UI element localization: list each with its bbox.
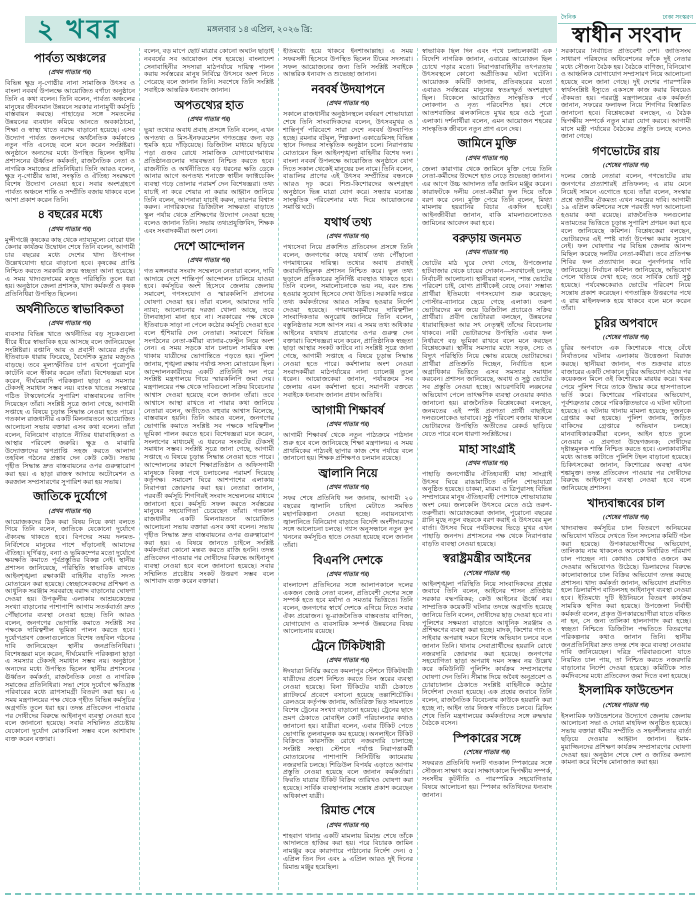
news-column [556,48,695,890]
article-body: বাংলাদেশ প্রতিদিনের সঙ্গে আলাপকালে দলের একজন জ্যেষ্ঠ নেতা বলেন, প্রতিবেশী দেশের সঙ্গে সম্পর্ক হতে হবে মর্যাদা ও সমতার ভিত্তিতে। তিনি বলেন, জনগণের স্বার্থে দেশকে এগিয়ে নিতে সবার ঐক্য প্রয়োজন। ভূ-রাজনৈতিক বাস্তবতায় বাণিজ্য, যোগাযোগ ও ব্যবসায়িক সম্পর্ক উন্নয়নের বিষয় আলোচনায় রয়েছে। [283,581,413,636]
article-body: দলের জ্যেষ্ঠ নেতারা বলেন, গণভোটের রায় জনগণের প্রত্যাশারই প্রতিফলন; এ রায় মেনে নিয়েই সামনে এগোতে হবে। তাঁরা বলেন, সংস্কার প্রশ্নে জাতীয় ঐকমত্য এখন সময়ের দাবি। আগামী ১৯ এপ্রিল কমিশনের সঙ্গে পরবর্তী দফা আলোচনা হওয়ার কথা রয়েছে। রাজনৈতিক দলগুলোর মতামতের ভিত্তিতে চূড়ান্ত সুপারিশ প্রণয়ন করা হবে বলে জানিয়েছে কমিশন। বিশ্লেষকেরা বলছেন, ভোটারদের এই স্পষ্ট বার্তা উপেক্ষা করার সুযোগ নেই। ফল ঘোষণার পর বিভিন্ন জেলায় আনন্দ মিছিল করেছে দলটির নেতা-কর্মীরা। তবে প্রতিপক্ষ শিবির ফল প্রত্যাখ্যান করে পুনর্গণনার দাবি জানিয়েছে। নির্বাচন কমিশন জানিয়েছে, অভিযোগ পেলে খতিয়ে দেখা হবে; তবে সার্বিক ভোট সুষ্ঠু হয়েছে। পর্যবেক্ষকেরাও ভোটের পরিবেশ নিয়ে সন্তোষ প্রকাশ করেছেন। গণতান্ত্রিক উত্তরণের পথে এ রায় মাইলফলক হয়ে থাকবে বলে মনে করেন তাঁরা। [561,173,691,313]
newspaper-title: স্বাধীন সংবাদ [572,23,682,47]
article-headline: রিমান্ড শেষে [321,805,375,818]
article-headline: নববর্ষ উদযাপনে [311,84,385,97]
continuation-note: (প্রথম পাতার পর) [326,821,370,829]
article-headline: বিএনপি দেশকে [313,554,383,567]
columns-container [5,48,695,890]
article-body: ইতিমধ্যে হয়ে থাকবে ইনশাআল্লাহ। এ সময় সফরসঙ্গী হিসেবে উপস্থিত ছিলেন টিমের সদস্যরা। সফল আয়োজনের জন্য তিনি সংশ্লিষ্ট সবাইকে আন্তরিক ধন্যবাদ ও শুভেচ্ছা জানান। [283,48,413,79]
article-headline: পার্বত্য অঞ্চলের [34,53,106,65]
continuation-note: (প্রথম পাতার পর) [326,570,370,578]
article-headline: স্পিকারের সঙ্গে [453,733,521,746]
continuation-note: (প্রথম পাতার পর) [326,657,370,665]
continuation-note: (শেষের পাতার পর) [602,334,650,342]
news-column [278,48,417,890]
article-headline: আগামী শিক্ষাবর্ষ [311,404,385,417]
article-body: ঈদযাত্রা নির্বিঘ্ন করতে কমলাপুর স্টেশনে টিকিটধারী যাত্রীদের প্রবেশ নিশ্চিত করতে তিন স্তরের ব্যবস্থা নেওয়া হয়েছে। বিনা টিকিটের যাত্রী ঠেকাতে প্ল্যাটফর্মে প্রবেশে বসানো হয়েছে তল্লাশিচৌকি। রেলওয়ে কর্তৃপক্ষ জানায়, অতিরিক্ত ভিড় সামলাতে বিশেষ ট্রেনের সংখ্যা বাড়ানো হয়েছে। ট্রেনের ছাদে ভ্রমণ ঠেকাতে মোবাইল কোর্ট পরিচালনার কথাও জানানো হয়। যাত্রীরা বলেন, এবার টিকিট পেতে ভোগান্তি তুলনামূলক কম হয়েছে। অনলাইনে টিকিট বিক্রিতে কারসাজি রোধে নজরদারি চালাচ্ছে সংশ্লিষ্ট সংস্থা। স্টেশনে পর্যাপ্ত নিরাপত্তাকর্মী মোতায়েনের পাশাপাশি সিসিটিভি ক্যামেরায় নজরদারি চলছে। শিডিউল বিপর্যয় এড়াতে আগাম প্রস্তুতি নেওয়া হয়েছে বলে জানান কর্মকর্তারা। ফিরতি যাত্রার টিকিট বিক্রির তারিখও ঘোষণা করা হয়েছে। সার্বিক ব্যবস্থাপনায় সন্তোষ প্রকাশ করেছেন অধিকাংশ যাত্রী। [283,668,413,800]
article-headline: চুরির অপবাদে [594,318,658,331]
article-body: খাদ্যবান্ধব কর্মসূচির চাল বিতরণে অনিয়মের অভিযোগ খতিয়ে দেখতে তিন সদস্যের কমিটি গঠন করা হয়েছে। উপকারভোগীদের অভিযোগ, তালিকায় নাম থাকলেও অনেকে নির্ধারিত পরিমাণ চাল পাচ্ছেন না। কোথাও কোথাও ওজনে কম দেওয়ার অভিযোগও উঠেছে। ডিলারদের বিরুদ্ধে কালোবাজারে চাল বিক্রির অভিযোগ তদন্ত করছে প্রশাসন। খাদ্য কর্মকর্তা জানান, অভিযোগ প্রমাণিত হলে ডিলারশিপ বাতিলসহ আইনানুগ ব্যবস্থা নেওয়া হবে। ইতিমধ্যে দুটি ইউনিয়নে বিতরণ কার্যক্রম সাময়িক স্থগিত করা হয়েছে। উপজেলা নির্বাহী কর্মকর্তা বলেন, প্রকৃত উপকারভোগীরা যাতে বঞ্চিত না হন, সে জন্য তালিকা হালনাগাদ করা হচ্ছে। স্বচ্ছতা নিশ্চিতে ডিজিটাল পদ্ধতিতে বিতরণের পরিকল্পনার কথাও জানান তিনি। স্থানীয় জনপ্রতিনিধিরা দ্রুত তদন্ত শেষ করে ব্যবস্থা নেওয়ার দাবি জানিয়েছেন। দরিদ্র পরিবারগুলো যাতে নিয়মিত চাল পায়, তা নিশ্চিত করতে নজরদারি বাড়ানোর নির্দেশ দেওয়া হয়েছে। কমিটিকে সাত কর্মদিবসের মধ্যে প্রতিবেদন জমা দিতে বলা হয়েছে। [561,525,691,680]
article-body: জেলা কারাগার থেকে জামিনে মুক্তি পেয়ে তিনি নেতা-কর্মীদের উদ্দেশে হাত নেড়ে শুভেচ্ছা জানান। এর আগে উচ্চ আদালত তাঁর জামিন মঞ্জুর করেন। কারাফটকে দলীয় নেতা-কর্মীরা ফুল দিয়ে তাঁকে বরণ করে নেন। মুক্তি পেয়ে তিনি বলেন, মিথ্যা মামলায় হয়রানির বিচার একদিন হবেই। আইনজীবীরা জানান, বাকি মামলাগুলোতেও জামিনের আবেদন করা হবে। [422,165,552,227]
continuation-note: (শেষের পাতার পর) [602,701,650,709]
article-headline: জ্বালানি নিয়ে [318,468,378,481]
bottom-rule [5,893,695,895]
continuation-note: (প্রথম পাতার পর) [326,420,370,428]
article-headline: খাদ্যবান্ধবের চাল [587,497,665,510]
header-band [25,16,557,43]
article-body: বলেন, বড় মাপে ছোট মাত্রার কোনো অঘটন ছাড়াই নববর্ষের সব আয়োজন শেষ হয়েছে। বাংলাদেশ সেনাবাহিনীর সদস্যরা মাঠপর্যায়ে দায়িত্ব পালন করায় সর্বস্তরের মানুষ নির্বিঘ্নে উৎসবে অংশ নিতে পেরেছে বলে জানান তিনি। সবশেষে তিনি সংশ্লিষ্ট সবাইকে আন্তরিক ধন্যবাদ জানান। [144,48,274,94]
article-body: সরকারের নির্বাচিত প্রতিবেশী দেশ। জাতিসংঘ সাধারণ পরিষদের অধিবেশনের ফাঁকে দুই নেতার মধ্যে সৌজন্য বৈঠক হয়। বৈঠকে বাণিজ্য, বিনিয়োগ ও আঞ্চলিক যোগাযোগ সম্প্রসারণ নিয়ে আলোচনা হয়েছে বলে জানা গেছে। দুই দেশের পারস্পরিক স্বার্থসংশ্লিষ্ট ইস্যুতে একসঙ্গে কাজ করার বিষয়েও ঐকমত্য হয়। পররাষ্ট্র মন্ত্রণালয়ের এক কর্মকর্তা জানান, সফরের ফলাফল নিয়ে শিগগির বিস্তারিত জানানো হবে। বিশ্লেষকেরা বলছেন, এ বৈঠক দ্বিপক্ষীয় সম্পর্কে নতুন মাত্রা যোগ করবে। আগামী মাসে মন্ত্রী পর্যায়ের বৈঠকের প্রস্তুতি চলছে বলেও জানা গেছে। [561,48,691,141]
article-headline: ৪ বছরের মধ্যে [37,209,103,222]
article-body: সফর শেষে প্রতিনিধি দল জানায়, আগামী ২০ বছরের জ্বালানি চাহিদা মেটাতে সমন্বিত মহাপরিকল্পনা নেওয়া হচ্ছে। নবায়নযোগ্য জ্বালানিতে বিনিয়োগ বাড়াতে বিদেশি অংশীদারদের সঙ্গে আলোচনা চলছে। গ্যাস অনুসন্ধানে নতুন কূপ খননের কর্মসূচিও হাতে নেওয়া হয়েছে বলে জানান তাঁরা। [283,495,413,549]
continuation-note: (প্রথম পাতার পর) [465,459,509,467]
continuation-note: (শেষের পাতার পর) [602,162,650,170]
continuation-note: (প্রথম পাতার পর) [48,507,92,515]
article-headline: অর্থনীতিতে স্বাভাবিকতা [16,303,124,316]
news-column [139,48,278,890]
continuation-note: (প্রথম পাতার পর) [465,154,509,162]
article-body: ব্যবসার বিভিন্ন খাতে অর্থনীতির বড় সূচকগুলো ধীরে ধীরে স্বাভাবিক হয়ে আসছে বলে জানিয়েছেন সংশ্লিষ্টরা। রপ্তানি আয় ও প্রবাসী আয়ের প্রবৃদ্ধি ইতিবাচক ধারায় ফিরেছে, বৈদেশিক মুদ্রার মজুতও বাড়ছে। তবে মূল্যস্ফীতির চাপ এখনো পুরোপুরি কাটেনি বলে স্বীকার করেন তাঁরা। বিশেষজ্ঞরা মনে করেন, দীর্ঘমেয়াদি পরিকল্পনা ছাড়া এ সমস্যার টেকসই সমাধান সম্ভব নয়। ব্যাংক খাতের সংস্কারে গঠিত টাস্কফোর্সের সুপারিশ বাস্তবায়নের তাগিদ দিয়েছেন তাঁরা। সংশ্লিষ্ট সূত্রে জানা গেছে, আগামী সপ্তাহে এ বিষয়ে চূড়ান্ত সিদ্ধান্ত নেওয়া হতে পারে। গতকাল রাজধানীর একটি মিলনায়তনে আয়োজিত আলোচনা সভায় বক্তারা এসব কথা বলেন। তাঁরা বলেন, বিনিয়োগ বাড়াতে নীতির ধারাবাহিকতা ও আস্থার পরিবেশ জরুরি। ক্ষুদ্র ও মাঝারি উদ্যোক্তাদের ঋণপ্রাপ্তি সহজ করতে আলাদা তহবিল গঠনের প্রস্তাব দেন কেউ কেউ। সভায় গৃহীত সিদ্ধান্ত দ্রুত বাস্তবায়নের ওপর গুরুত্বারোপ করা হয়। এ ছাড়া রাজস্ব আদায়ে অটোমেশন ও করজাল সম্প্রসারণের সুপারিশ করা হয় সভায়। [5,331,135,486]
article-body: ভোটের মাঠ ঘুরে দেখা গেছে, উপজেলার হাটবাজার থেকে চায়ের দোকান—সবখানেই চলছে নির্বাচনী আলোচনা। স্থানীয়রা বলেন, ‘শান্ত ভোটের পরিবেশ চাই, যোগ্য প্রার্থীকেই বেছে নেব।’ সম্ভাব্য প্রার্থীরা ইতিমধ্যে গণসংযোগ শুরু করেছেন; পোস্টার-ব্যানারে ছেয়ে গেছে এলাকা। তরুণ ভোটারদের মন জয়ে ডিজিটাল প্রচারেও সক্রিয় প্রার্থীরা। প্রবীণ ভোটাররা বলছেন, উন্নয়নের ধারাবাহিকতা আর সৎ নেতৃত্বই তাঁদের বিবেচনায় থাকবে। নারী ভোটারদের উপস্থিতি এবার ফল নির্ধারণে বড় ভূমিকা রাখবে বলে মনে করছেন বিশ্লেষকেরা। স্থানীয় সমস্যার মধ্যে সড়ক, সেচ ও বিদ্যুৎ পরিস্থিতি নিয়ে ক্ষোভ রয়েছে ভোটারদের। প্রার্থীরা প্রতিশ্রুতি দিচ্ছেন, নির্বাচিত হলে অগ্রাধিকার ভিত্তিতে এসব সমস্যার সমাধান করবেন। প্রশাসন জানিয়েছে, অবাধ ও সুষ্ঠু ভোটের সব প্রস্তুতি নেওয়া হচ্ছে। আচরণবিধি লঙ্ঘনের অভিযোগ পেলে তাৎক্ষণিক ব্যবস্থা নেওয়ার কথাও জানানো হয়। রাজনৈতিক বিশ্লেষকেরা বলছেন, জনমতের এই স্পষ্ট প্রবণতা প্রার্থী বাছাইয়ে দলগুলোকেও ভাবাবে। সুষ্ঠু পরিবেশ বজায় থাকলে ভোটারদের উপস্থিতি অতীতের রেকর্ড ছাড়িয়ে যেতে পারে বলে ধারণা সংশ্লিষ্টদের। [422,259,552,438]
masthead-daily-label: দৈনিক [561,15,577,21]
masthead [558,12,696,46]
continuation-note: (প্রথম পাতার পর) [48,69,92,77]
continuation-note: (প্রথম পাতার পর) [48,320,92,328]
article-body: চুরির অপবাদে এক কিশোরকে গাছে বেঁধে নির্যাতনের ঘটনায় এলাকায় উত্তেজনা বিরাজ করছে। স্থানীয়রা জানান, গত শুক্রবার রাতে বাজারের একটি দোকানে চুরির অভিযোগ ওঠার পর কয়েকজন মিলে ওই কিশোরকে মারধর করে। খবর পেয়ে পুলিশ গিয়ে তাকে উদ্ধার করে হাসপাতালে ভর্তি করে। কিশোরের পরিবারের অভিযোগ, পূর্বশত্রুতার জেরে পরিকল্পিতভাবে এ ঘটনা ঘটানো হয়েছে। এ ঘটনায় থানায় মামলা হয়েছে; দুজনকে গ্রেপ্তার করা হয়েছে। পুলিশ জানায়, জড়িত বাকিদের গ্রেপ্তারে অভিযান চলছে। মানবাধিকারকর্মীরা বলেন, আইন হাতে তুলে নেওয়ার এ প্রবণতা উদ্বেগজনক; দোষীদের দৃষ্টান্তমূলক শাস্তি নিশ্চিত করতে হবে। এলাকাবাসীর মধ্যে আতঙ্ক কাটাতে পুলিশি টহল বাড়ানো হয়েছে। চিকিৎসকেরা জানান, কিশোরের অবস্থা এখন শঙ্কামুক্ত। তদন্ত প্রতিবেদন পাওয়ার পর দোষীদের বিরুদ্ধে আইনানুগ ব্যবস্থা নেওয়া হবে বলে জানিয়েছে প্রশাসন। [561,345,691,493]
article-headline: জাতিকে দুর্যোগে [33,491,107,504]
continuation-note: (প্রথম পাতার পর) [326,484,370,492]
article-body: স্বাভাবিক ছিল দিন এবং পথে চলাচলকারী এক বিদেশি নাগরিক জানান, এবারের আয়োজন ছিল চোখে পড়ার মতো। নিরাপত্তাবাহিনীর তৎপরতায় উৎসবস্থলে কোনো অপ্রীতিকর ঘটনা ঘটেনি। আয়োজক কমিটি জানায়, প্রতিবছরের মতো এবারও সর্বস্তরের মানুষের স্বতঃস্ফূর্ত অংশগ্রহণ ছিল। বিকেলে আয়োজিত সাংস্কৃতিক পর্বে লোকগান ও নৃত্য পরিবেশিত হয়। শেষে আতশবাজির ঝলকানিতে মুখর হয়ে ওঠে পুরো এলাকা। দর্শনার্থীরা বলেন, এমন আয়োজন শহরের সাংস্কৃতিক জীবনে নতুন প্রাণ এনে দেয়। [422,48,552,133]
article-headline: মাহা সাংগ্রাই [459,443,515,456]
article-body: সফররত প্রতিনিধি দলটি গতকাল স্পিকারের সঙ্গে সৌজন্য সাক্ষাৎ করে। সাক্ষাৎকালে দ্বিপক্ষীয় সম্পর্ক, সংসদীয় কূটনীতি ও পারস্পরিক সহযোগিতার বিষয়ে আলোচনা হয়। স্পিকার অতিথিদের ধন্যবাদ জানান। [422,760,552,799]
article-headline: যথার্থ তথ্য [324,217,372,230]
article-body: গত মঙ্গলবার সংবাদ সম্মেলনে নেতারা বলেন, দাবি আদায়ে দেশে শান্তিপূর্ণ আন্দোলন চালিয়ে যাওয়া হবে। কর্মসূচির অংশ হিসেবে জেলায় জেলায় সমাবেশ, গণসংযোগ ও স্মারকলিপি প্রদানের ঘোষণা দেওয়া হয়। তাঁরা বলেন, আমাদের দাবি ন্যায্য; আলোচনার দরজা খোলা আছে, তবে টালবাহানা মানা হবে না। সরকারের পক্ষ থেকে ইতিবাচক সাড়া না পেলে কঠোর কর্মসূচি দেওয়া হবে বলে হুঁশিয়ারি দেন নেতারা। সমাবেশে বিভিন্ন সংগঠনের নেতা-কর্মীরা ব্যানার-ফেস্টুন নিয়ে অংশ নেন। এ সময় সড়কে যান চলাচল সাময়িক বন্ধ থাকায় যাত্রীদের ভোগান্তিতে পড়তে হয়। পুলিশ জানায়, শৃঙ্খলা রক্ষায় পর্যাপ্ত সদস্য মোতায়েন ছিল। আন্দোলনকারীদের একটি প্রতিনিধি দল পরে সংশ্লিষ্ট মন্ত্রণালয়ে গিয়ে স্মারকলিপি জমা দেয়। মন্ত্রণালয়ের পক্ষ থেকে দাবিগুলো সক্রিয় বিবেচনার আশ্বাস দেওয়া হয়েছে বলে জানান তাঁরা। তবে আশ্বাসে আস্থা রাখতে না পারার কথা জানিয়ে নেতারা বলেন, অতীতেও বহুবার আশ্বাস মিলেছে, বাস্তবায়ন হয়নি। তিনি আরও বলেন, জনগণের ভোগান্তি কমাতে সংশ্লিষ্ট সব পক্ষকে দায়িত্বশীল ভূমিকা পালন করতে হবে। বিশেষজ্ঞরা মনে করেন, সংলাপের মাধ্যমেই এ ধরনের সংকটের টেকসই সমাধান সম্ভব। সংশ্লিষ্ট সূত্রে জানা গেছে, আগামী সপ্তাহে এ বিষয়ে চূড়ান্ত সিদ্ধান্ত নেওয়া হতে পারে। আন্দোলনের কারণে শিক্ষাপ্রতিষ্ঠান ও অফিসগামী মানুষকে বিকল্প পথে চলাচলের পরামর্শ দিয়েছে কর্তৃপক্ষ। সমাবেশ ঘিরে আশপাশের এলাকায় নিরাপত্তা জোরদার করা হয়। নেতারা জানান, পরবর্তী কর্মসূচি শিগগিরই সংবাদ সম্মেলনের মাধ্যমে জানানো হবে। কর্মসূচি সফল করতে সর্বস্তরের মানুষের সহযোগিতা চেয়েছেন তাঁরা। গতকাল রাজধানীর একটি মিলনায়তনে আয়োজিত আলোচনা সভায় বক্তারা এসব কথা বলেন। সভায় গৃহীত সিদ্ধান্ত দ্রুত বাস্তবায়নের ওপর গুরুত্বারোপ করা হয়। এ বিষয়ে জানতে চাইলে সংশ্লিষ্ট কর্মকর্তারা কোনো মন্তব্য করতে রাজি হননি। তদন্ত প্রতিবেদন পাওয়ার পর দোষীদের বিরুদ্ধে আইনানুগ ব্যবস্থা নেওয়া হবে বলে জানানো হয়েছে। সবার সম্মিলিত প্রচেষ্টায় সংকট উত্তরণ সম্ভব বলে আশাবাদ ব্যক্ত করেন বক্তারা। [144,267,274,586]
article-headline: গণভোটের রায় [592,146,660,159]
article-headline: স্বরাষ্ট্রমন্ত্রীর আইনের [442,553,532,566]
continuation-note: (প্রথম পাতার পর) [326,100,370,108]
article-body: আইনশৃঙ্খলা পরিস্থিতি নিয়ে সাংবাদিকদের প্রশ্নের জবাবে তিনি বলেন, আইনের শাসন প্রতিষ্ঠায় সরকার বদ্ধপরিকর; কেউ আইনের ঊর্ধ্বে নয়। সাম্প্রতিক কয়েকটি ঘটনার তদন্তে অগ্রগতি হয়েছে জানিয়ে তিনি বলেন, দোষীদের ছাড় দেওয়া হবে না। পুলিশের সক্ষমতা বাড়াতে আধুনিক সরঞ্জাম ও প্রশিক্ষণের ব্যবস্থা করা হচ্ছে। মাদক, কিশোর গ্যাং ও সাইবার অপরাধ দমনে বিশেষ অভিযান চলবে বলে জানান তিনি। থানায় সেবাপ্রার্থীদের হয়রানি রোধে নজরদারি জোরদার করা হয়েছে। জনগণের সহযোগিতা ছাড়া অপরাধ দমন সম্ভব নয় উল্লেখ করে কমিউনিটি পুলিশিং কার্যক্রম সম্প্রসারণের ঘোষণা দেন তিনি। সীমান্ত দিয়ে অবৈধ অনুপ্রবেশ ও চোরাচালান ঠেকাতে সংশ্লিষ্ট বাহিনীকে কঠোর নির্দেশনা দেওয়া হয়েছে। এক প্রশ্নের জবাবে তিনি বলেন, রাজনৈতিক বিবেচনায় কাউকে হয়রানি করা হচ্ছে না; আইন তার নিজস্ব গতিতে চলবে। ব্রিফিং শেষে তিনি মন্ত্রণালয়ের কর্মকর্তাদের সঙ্গে রুদ্ধদ্বার বৈঠকে বসেন। [422,580,552,728]
article-body: সকালে রাজধানীর অনুষ্ঠানস্থলে বর্ষবরণ শোভাযাত্রা শেষে তিনি সাংবাদিকদের বলেন, উৎসবমুখর ও শান্তিপূর্ণ পরিবেশে সারা দেশে নববর্ষ উদযাপিত হচ্ছে। রমনার বটমূল, শিল্পকলা একাডেমিসহ বিভিন্ন স্থানে দিনভর সাংস্কৃতিক অনুষ্ঠান চলে। নিরাপত্তায় মোতায়েন ছিল আইনশৃঙ্খলা বাহিনীর বিশেষ দল। বাংলা নববর্ষ উপলক্ষে আয়োজিত অনুষ্ঠানে যোগ দিতে সকাল থেকেই মানুষের ঢল নামে। তিনি বলেন, বাঙালির প্রাণের এই উৎসব সম্প্রীতির বন্ধনকে আরও দৃঢ় করে। শিশু-কিশোরদের অংশগ্রহণ অনুষ্ঠানে ভিন্ন মাত্রা যোগ করে। সন্ধ্যায় মনোজ্ঞ সাংস্কৃতিক পরিবেশনার মধ্য দিয়ে আয়োজনের সমাপ্তি ঘটে। [283,111,413,212]
article-headline: অপতথ্যের হাত [174,99,244,112]
article-body: আয়োজকদের ঠিক করা বিষয় নিয়ে কথা বলতে গিয়ে তিনি বলেন, জাতিকে যেকোনো দুর্যোগে ঐক্যবদ্ধ থাকতে হবে। বিপদের সময় দলমত-নির্বিশেষে মানুষের পাশে দাঁড়ানোই আমাদের ঐতিহ্য। ঘূর্ণিঝড়, বন্যা ও ভূমিকম্পের মতো দুর্যোগে ক্ষয়ক্ষতি কমাতে পূর্বপ্রস্তুতির বিকল্প নেই। স্থানীয় প্রশাসন জানিয়েছে, পরিস্থিতি স্বাভাবিক রাখতে আইনশৃঙ্খলা রক্ষাকারী বাহিনীর বাড়তি সদস্য মোতায়েন করা হয়েছে। স্বেচ্ছাসেবকদের প্রশিক্ষণ ও আধুনিক সরঞ্জাম সরবরাহে বরাদ্দ বাড়ানোর ঘোষণা দেওয়া হয়। উপকূলীয় এলাকায় আশ্রয়কেন্দ্রের সংখ্যা বাড়ানোর পাশাপাশি আগাম সতর্কবার্তা দ্রুত পৌঁছানোর ব্যবস্থা নেওয়া হচ্ছে। তিনি আরও বলেন, জনগণের ভোগান্তি কমাতে সংশ্লিষ্ট সব পক্ষকে দায়িত্বশীল ভূমিকা পালন করতে হবে। দুর্যোগপ্রবণ জেলাগুলোতে বিশেষ তহবিল গঠনের দাবি জানিয়েছেন স্থানীয় জনপ্রতিনিধিরা। বিশেষজ্ঞরা মনে করেন, দীর্ঘমেয়াদি পরিকল্পনা ছাড়া এ সমস্যার টেকসই সমাধান সম্ভব নয়। অনুষ্ঠানে অন্যদের মধ্যে উপস্থিত ছিলেন স্থানীয় প্রশাসনের ঊর্ধ্বতন কর্মকর্তা, রাজনৈতিক নেতা ও নাগরিক সমাজের প্রতিনিধিরা। সভা শেষে দুর্যোগে ক্ষতিগ্রস্ত পরিবারের মধ্যে ত্রাণসামগ্রী বিতরণ করা হয়। এ সময় মন্ত্রণালয়ের পক্ষ থেকে গৃহীত বিভিন্ন কর্মসূচির অগ্রগতি তুলে ধরা হয়। তদন্ত প্রতিবেদন পাওয়ার পর দোষীদের বিরুদ্ধে আইনানুগ ব্যবস্থা নেওয়া হবে বলে জানানো হয়েছে। সবার সম্মিলিত প্রচেষ্টায় যেকোনো দুর্যোগ মোকাবিলা সম্ভব বলে আশাবাদ ব্যক্ত করেন বক্তারা। [5,518,135,743]
article-headline: ইসলামিক ফাউন্ডেশন [578,685,674,698]
masthead-edition-label: ঢাকা সংস্করণ [662,15,693,21]
article-body: আগামী শিক্ষাবর্ষ থেকে নতুন পাঠ্যক্রমে পাঠদান শুরু হবে বলে জানিয়েছে শিক্ষা মন্ত্রণালয়। এ সময় প্রাথমিকের পাঠ্যবই ছাপার কাজ শেষ পর্যায়ে বলে জানানো হয়। শিক্ষক প্রশিক্ষণও চলমান রয়েছে। [283,431,413,463]
continuation-note: (প্রথম পাতার পর) [465,248,509,256]
article-body: ভুয়া তথ্যের অবাধ প্রবাহ প্রসঙ্গে তিনি বলেন, এখন অপতথ্য ও মিস-ইনফরমেশন গণতন্ত্রের জন্য বড় হুমকি হয়ে দাঁড়িয়েছে। ডিজিটাল মাধ্যমে ছড়িয়ে পড়া গুজব রোধে সামাজিক যোগাযোগমাধ্যম প্রতিষ্ঠানগুলোর দায়বদ্ধতা নিশ্চিত করতে হবে। রাজনীতি ও অর্থনীতিতে বড় ধরনের ক্ষতি ডেকে আনার আগে অপতথ্য শনাক্তে স্বাধীন ফ্যাক্টচেকিং ব্যবস্থা গড়ে তোলার পরামর্শ দেন বিশেষজ্ঞরা। তথ্য যাচাই না করে শেয়ার না করার আহ্বান জানিয়ে তিনি বলেন, আপনারা যাচাই করুন, তারপর বিশ্বাস করুন। নাগরিকদের ডিজিটাল সাক্ষরতা বাড়াতে স্কুল পর্যায় থেকে প্রশিক্ষণের উদ্যোগ নেওয়া হচ্ছে বলেও জানান তিনি। সভায় তথ্যপ্রযুক্তিবিদ, শিক্ষক এবং সংবাদকর্মীরা অংশ নেন। [144,126,274,235]
article-body: মুন্সীগঞ্জে কৃষকের কাছ থেকে ন্যায্যমূল্যে বোরো ধান কেনার কার্যক্রম উদ্বোধন শেষে তিনি বলেন, আগামী চার বছরের মধ্যে দেশের খাদ্য উৎপাদন উল্লেখযোগ্য হারে বাড়ানো হবে। কৃষকের প্রাপ্তি নিশ্চিত করতে সরকারি ক্রয়ে স্বচ্ছতা আনা হয়েছে। এ সময় খাদ্যগুদামের মজুত পরিস্থিতি তুলে ধরা হয়। অনুষ্ঠানে জেলা প্রশাসক, খাদ্য কর্মকর্তা ও কৃষক প্রতিনিধিরা উপস্থিত ছিলেন। [5,236,135,299]
continuation-note: (শেষের পাতার পর) [463,749,511,757]
article-headline: দেশে আন্দোলন [173,240,245,253]
page-number-label: ২ খবর [37,14,122,44]
continuation-note: (শেষের পাতার পর) [602,514,650,522]
article-body: ইসলামিক ফাউন্ডেশনের উদ্যোগে জেলায় জেলায় আলোচনা সভা ও দোয়া মাহফিল অনুষ্ঠিত হয়েছে। সভায় বক্তারা ধর্মীয় সম্প্রীতি ও সহনশীলতার বার্তা ছড়িয়ে দেওয়ার আহ্বান জানান। ইমাম-মুয়াজ্জিনদের প্রশিক্ষণ কার্যক্রম সম্প্রসারণের ঘোষণা দেওয়া হয়। অনুষ্ঠান শেষে দেশ ও জাতির কল্যাণ কামনা করে বিশেষ মোনাজাত করা হয়। [561,712,691,767]
article-body: পাহাড়ি জনগোষ্ঠীর ঐতিহ্যবাহী মাহা সাংগ্রাই উৎসব ঘিরে রাঙামাটিতে বর্ণিল শোভাযাত্রা অনুষ্ঠিত হয়েছে। চাকমা, মারমা ও ত্রিপুরাসহ বিভিন্ন সম্প্রদায়ের মানুষ ঐতিহ্যবাহী পোশাকে শোভাযাত্রায় অংশ নেয়। জলকেলি উৎসবে মেতে ওঠে তরুণ-তরুণীরা। আয়োজকেরা জানান, পুরোনো বছরের গ্লানি মুছে নতুন বছরকে বরণ করাই এ উৎসবের মূল বার্তা। উৎসব ঘিরে পর্যটকদের ভিড়ে মুখর এখন পাহাড়ি জনপদ। প্রশাসনের পক্ষ থেকে নিরাপত্তার বাড়তি ব্যবস্থা নেওয়া হয়েছে। [422,470,552,548]
date-line: মঙ্গলবার ১৪ এপ্রিল, ২০২৬ খ্রি: [207,23,313,34]
continuation-note: (প্রথম পাতার পর) [48,225,92,233]
article-headline: জামিনে মুক্তি [457,138,517,151]
continuation-note: (প্রথম পাতার পর) [187,256,231,264]
continuation-note: (শেষের পাতার পর) [463,569,511,577]
article-body: পথ্যসেবা নিয়ে প্রকাশিত প্রতিবেদন প্রসঙ্গে তিনি বলেন, জনগণের কাছে যথার্থ তথ্য পৌঁছানো গণমাধ্যমের দায়িত্ব। তথ্যের অবাধ প্রবাহই জবাবদিহিমূলক প্রশাসন নিশ্চিত করে। ভুল তথ্য ছড়ালে প্রতিকারের সুনির্দিষ্ট ব্যবস্থাও থাকতে হবে। তিনি বলেন, সমালোচনাকে ভয় নয়, বরং শুদ্ধ হওয়ার সুযোগ হিসেবে দেখা উচিত। সরকারি দপ্তরে তথ্য কর্মকর্তাদের আরও সক্রিয় হওয়ার নির্দেশ দেওয়া হয়েছে। গণমাধ্যমকর্মীদের দায়িত্বশীল সাংবাদিকতার অনুরোধ জানিয়ে তিনি বলেন, বস্তুনিষ্ঠতার সঙ্গে আপস নয়। এ সময় তথ্য অধিকার আইনের যথাযথ প্রয়োগের ওপর গুরুত্ব দেন বক্তারা। বিশেষজ্ঞরা মনে করেন, প্রাতিষ্ঠানিক স্বচ্ছতা ছাড়া আস্থার সংকট কাটবে না। সংশ্লিষ্ট সূত্রে জানা গেছে, আগামী সপ্তাহে এ বিষয়ে চূড়ান্ত সিদ্ধান্ত নেওয়া হতে পারে। কর্মশালায় অংশ নেওয়া সংবাদকর্মীরা মাঠপর্যায়ের নানা চ্যালেঞ্জ তুলে ধরেন। আয়োজকেরা জানান, পর্যায়ক্রমে সব জেলায় এমন কর্মশালা হবে। সমাপনী বক্তব্যে সবাইকে ধন্যবাদ জানান প্রধান অতিথি। [283,244,413,399]
article-body: শাহবাগ থানার একটি মামলায় রিমান্ড শেষে তাঁকে আদালতে হাজির করা হয়। পরে বিচারক জামিন নামঞ্জুর করে কারাগারে পাঠানোর নির্দেশ দেন। ৫ এপ্রিল তিন দিন এবং ৯ এপ্রিল আরও দুই দিনের রিমান্ড মঞ্জুর হয়েছিল। [283,832,413,871]
continuation-note: (প্রথম পাতার পর) [326,233,370,241]
article-headline: ট্রেনে টিকিটধারী [311,641,385,654]
continuation-note: (প্রথম পাতার পর) [187,115,231,123]
article-body: বিভিন্ন ক্ষুদ্র নৃ-গোষ্ঠীর নানা সামাজিক উৎসব ও বাংলা নববর্ষ উপলক্ষে আয়োজিত বর্ণাঢ্য অনুষ্ঠানে তিনি এ কথা বলেন। তিনি বলেন, পার্বত্য অঞ্চলের মানুষের জীবনমান উন্নয়নে সরকার নানামুখী কর্মসূচি বাস্তবায়ন করছে। পাহাড়ের সঙ্গে সমতলের উন্নয়নের ব্যবধান কমিয়ে আনতে অবকাঠামো, শিক্ষা ও স্বাস্থ্য খাতে বরাদ্দ বাড়ানো হয়েছে। এসব উদ্যোগ পার্বত্য জনপদের অর্থনৈতিক কর্মকাণ্ডে নতুন গতি এনেছে বলে মনে করেন সংশ্লিষ্টরা। অনুষ্ঠানে অন্যদের মধ্যে উপস্থিত ছিলেন স্থানীয় প্রশাসনের ঊর্ধ্বতন কর্মকর্তা, রাজনৈতিক নেতা ও নাগরিক সমাজের প্রতিনিধিরা। তিনি আরও বলেন, ক্ষুদ্র নৃ-গোষ্ঠীর ভাষা, সংস্কৃতি ও ঐতিহ্য সংরক্ষণে বিশেষ উদ্যোগ নেওয়া হবে। সবার অংশগ্রহণে পার্বত্য অঞ্চলে শান্তি ও সম্প্রীতি বজায় থাকবে বলে আশা প্রকাশ করেন তিনি। [5,80,135,204]
news-column [417,48,556,890]
news-column [5,48,139,890]
article-headline: বরুড়ায় জনমত [452,232,522,245]
